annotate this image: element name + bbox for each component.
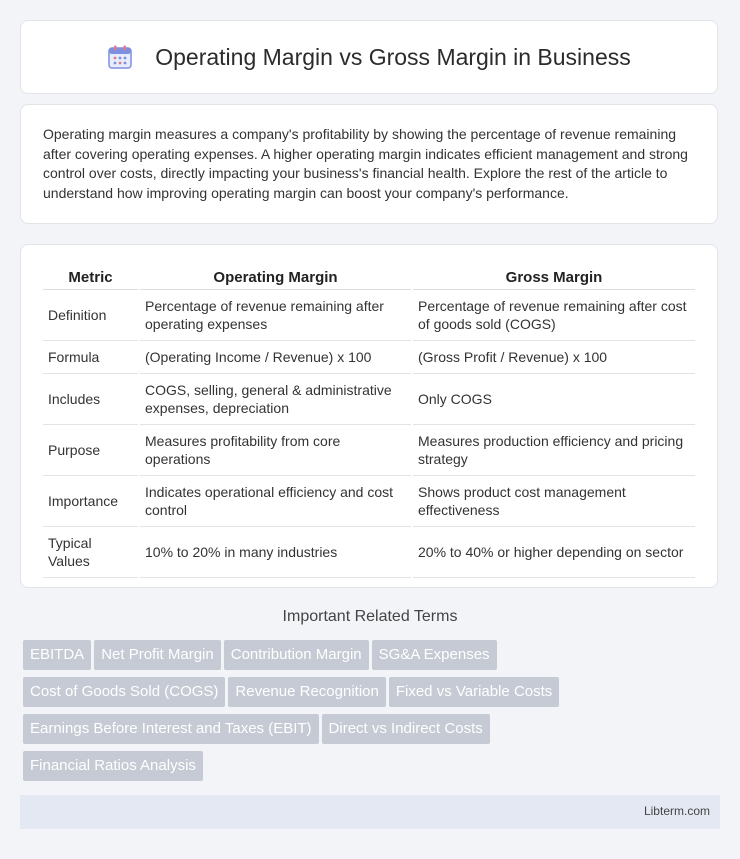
operating-margin-cell: 10% to 20% in many industries — [140, 527, 411, 578]
related-term-tag[interactable]: EBITDA — [23, 640, 91, 670]
operating-margin-cell: Percentage of revenue remaining after operating expenses — [140, 290, 411, 341]
table-header-row — [43, 263, 695, 290]
metric-cell: Typical Values — [43, 527, 138, 578]
table-row — [43, 374, 695, 425]
related-term-tag[interactable]: Earnings Before Interest and Taxes (EBIT) — [23, 714, 319, 744]
gross-margin-cell: Measures production efficiency and pricing strategy — [413, 425, 695, 476]
related-term-tag[interactable]: Contribution Margin — [224, 640, 369, 670]
table-row — [43, 425, 695, 476]
metric-cell: Formula — [43, 341, 138, 374]
operating-margin-cell: Measures profitability from core operations — [140, 425, 411, 476]
page-title: Operating Margin vs Gross Margin in Business — [155, 43, 631, 70]
intro-text: Operating margin measures a company's profitability by showing the percentage of revenue remaining after covering operating expenses. A higher operating margin indicates efficient management and strong control over costs, directly impacting your business's financial health. Explore the rest of the article to understand how improving operating margin can boost your company's performance. — [43, 126, 688, 201]
column-header: Gross Margin — [413, 263, 695, 290]
column-header: Operating Margin — [140, 263, 411, 290]
metric-cell: Definition — [43, 290, 138, 341]
related-term-tag[interactable]: Direct vs Indirect Costs — [322, 714, 490, 744]
table-row — [43, 476, 695, 527]
calendar-icon — [107, 44, 133, 70]
related-term-tag[interactable]: SG&A Expenses — [372, 640, 497, 670]
related-terms-title: Important Related Terms — [282, 608, 458, 625]
gross-margin-cell: (Gross Profit / Revenue) x 100 — [413, 341, 695, 374]
operating-margin-cell: (Operating Income / Revenue) x 100 — [140, 341, 411, 374]
intro-section — [20, 104, 718, 224]
table-row — [43, 290, 695, 341]
related-term-tag[interactable]: Fixed vs Variable Costs — [389, 677, 559, 707]
table-row — [43, 527, 695, 578]
comparison-table-card — [20, 244, 718, 588]
related-term-tag[interactable]: Revenue Recognition — [228, 677, 385, 707]
related-terms-list — [23, 640, 623, 788]
related-term-tag[interactable]: Financial Ratios Analysis — [23, 751, 203, 781]
column-header: Metric — [43, 263, 138, 290]
footer-site-link[interactable]: Libterm.com — [643, 804, 710, 818]
metric-cell: Includes — [43, 374, 138, 425]
related-term-tag[interactable]: Net Profit Margin — [94, 640, 221, 670]
table-row — [43, 341, 695, 374]
gross-margin-cell: 20% to 40% or higher depending on sector — [413, 527, 695, 578]
page-header — [20, 20, 718, 94]
operating-margin-cell: COGS, selling, general & administrative expenses, depreciation — [140, 374, 411, 425]
footer — [20, 795, 720, 829]
comparison-table — [41, 263, 697, 578]
operating-margin-cell: Indicates operational efficiency and cost control — [140, 476, 411, 527]
gross-margin-cell: Only COGS — [413, 374, 695, 425]
gross-margin-cell: Shows product cost management effectiveness — [413, 476, 695, 527]
gross-margin-cell: Percentage of revenue remaining after cost of goods sold (COGS) — [413, 290, 695, 341]
related-term-tag[interactable]: Cost of Goods Sold (COGS) — [23, 677, 225, 707]
metric-cell: Importance — [43, 476, 138, 527]
metric-cell: Purpose — [43, 425, 138, 476]
